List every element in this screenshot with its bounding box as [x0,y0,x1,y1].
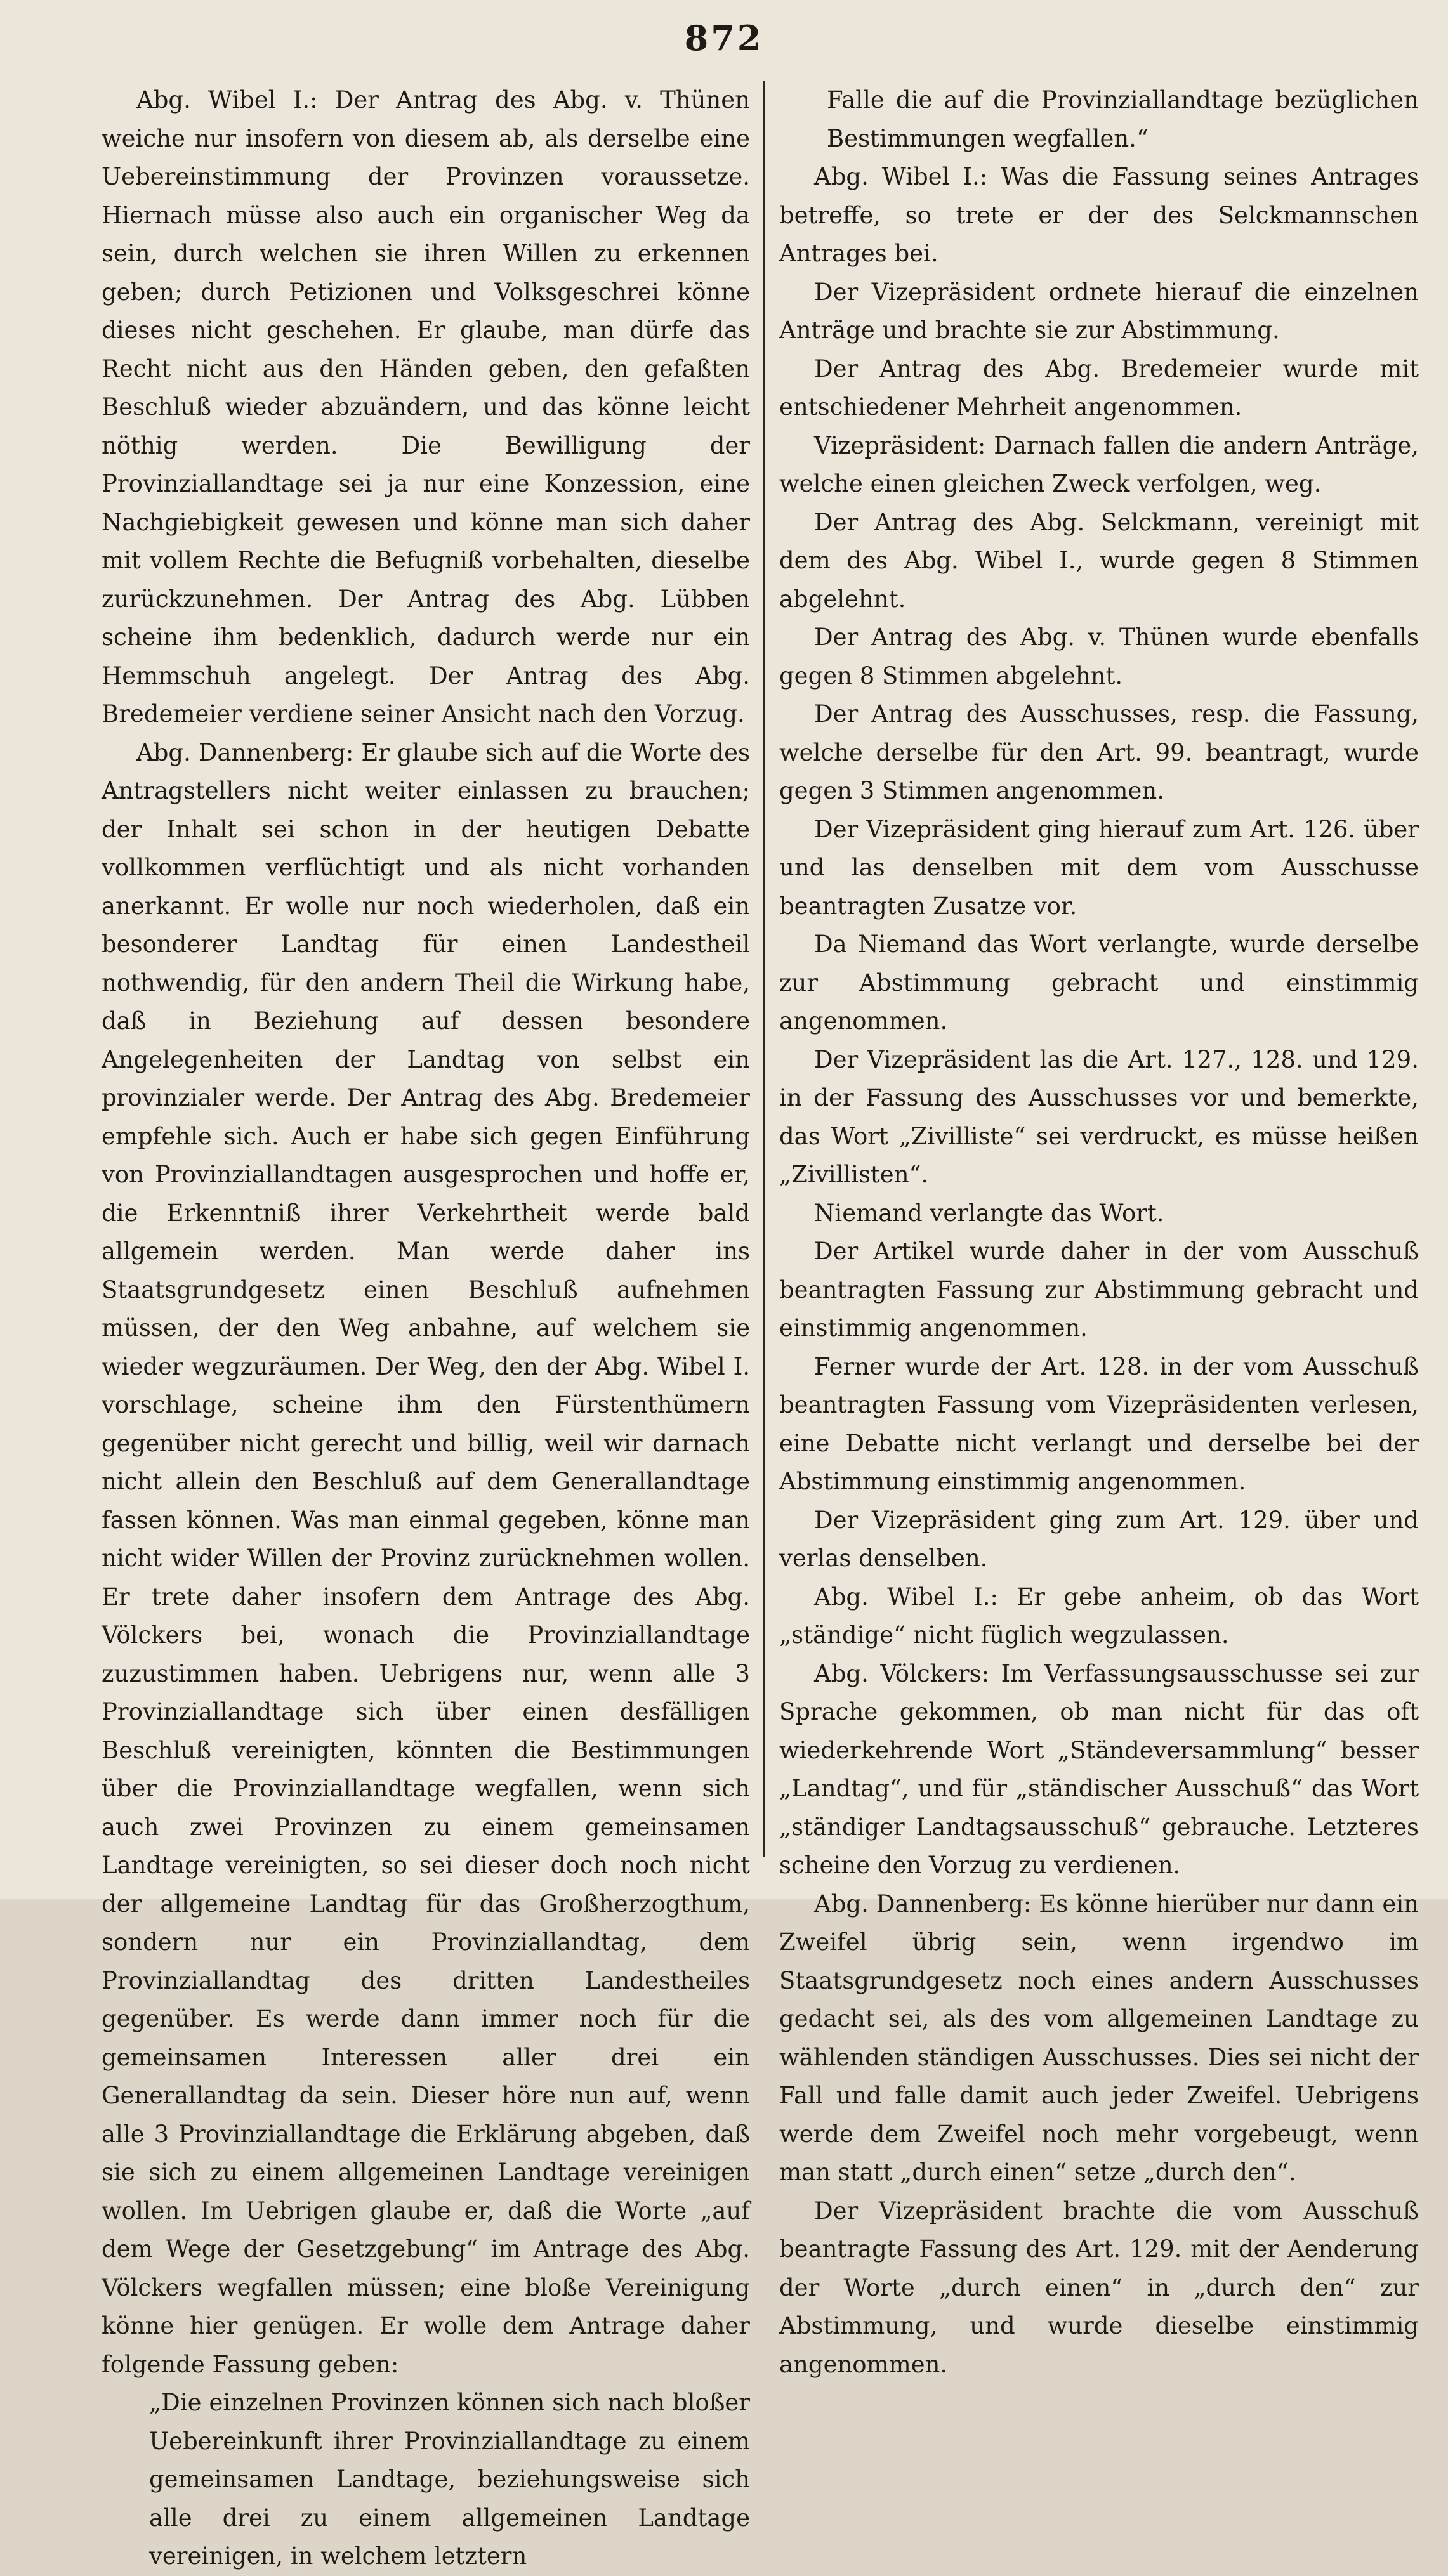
paragraph: Der Artikel wurde daher in der vom Ausschuß beantragten Fassung zur Abstimmung gebracht und einstimmig angenommen. [779,1238,1419,1342]
paragraph: Niemand verlangte das Wort. [814,1199,1164,1227]
paragraph-proposed-wording-quote: „Die einzelnen Provinzen können sich nach bloßer Uebereinkunft ihrer Provinziallandtage zu einem gemeinsamen Landtage, beziehungsweise sich alle drei zu einem allgemeinen Landtage vereinigen, in welchem letztern [149,2389,750,2570]
paragraph: Abg. Dannenberg: Es könne hierüber nur dann ein Zweifel übrig sein, wenn irgendwo im Staatsgrundgesetz noch eines andern Ausschusses gedacht sei, als des vom allgemeinen Landtage zu wählenden ständigen Ausschusses. Dies sei nicht der Fall und falle damit auch jeder Zweifel. Uebrigens werde dem Zweifel noch mehr vorgebeugt, wenn man statt „durch einen“ setze „durch den“. [779,1890,1419,2186]
paragraph: Der Antrag des Ausschusses, resp. die Fassung, welche derselbe für den Art. 99. beantragt, wurde gegen 3 Stimmen angenommen. [779,700,1419,804]
paragraph: Da Niemand das Wort verlangte, wurde derselbe zur Abstimmung gebracht und einstimmig angenommen. [779,931,1419,1035]
paragraph-wibel-statement: Abg. Wibel I.: Der Antrag des Abg. v. Thünen weiche nur insofern von diesem ab, als derselbe eine Uebereinstimmung der Provinzen voraussetze. Hiernach müsse also auch ein organischer Weg da sein, durch welchen sie ihren Willen zu erkennen geben; durch Petizionen und Volksgeschrei könne dieses nicht geschehen. Er glaube, man dürfe das Recht nicht aus den Händen geben, den gefaßten Beschluß wieder abzuändern, und das könne leicht nöthig werden. Die Bewilligung der Provinziallandtage sei ja nur eine Konzession, eine Nachgiebigkeit gewesen und könne man sich daher mit vollem Rechte die Befugniß vorbehalten, dieselbe zurückzunehmen. Der Antrag des Abg. Lübben scheine ihm bedenklich, dadurch werde nur ein Hemmschuh angelegt. Der Antrag des Abg. Bredemeier verdiene seiner Ansicht nach den Vorzug. [102,86,750,728]
paragraph: Der Antrag des Abg. v. Thünen wurde ebenfalls gegen 8 Stimmen abgelehnt. [779,624,1419,690]
paragraph: Abg. Wibel I.: Was die Fassung seines Antrages betreffe, so trete er der des Selckmannschen Antrages bei. [779,163,1419,267]
paragraph: Der Vizepräsident ordnete hierauf die einzelnen Anträge und brachte sie zur Abstimmung. [779,278,1419,344]
paragraph: Der Vizepräsident las die Art. 127., 128. und 129. in der Fassung des Ausschusses vor und bemerkte, das Wort „Zivilliste“ sei verdruckt, es müsse heißen „Zivillisten“. [779,1045,1419,1188]
paragraph: Der Vizepräsident ging zum Art. 129. über und verlas denselben. [779,1506,1419,1572]
paragraph: Abg. Völckers: Im Verfassungsausschusse sei zur Sprache gekommen, ob man nicht für das oft wiederkehrende Wort „Ständeversammlung“ besser „Landtag“, und für „ständischer Ausschuß“ das Wort „ständiger Landtagsausschuß“ gebrauche. Letzteres scheine den Vorzug zu verdienen. [779,1659,1419,1879]
paragraph: Der Antrag des Abg. Selckmann, vereinigt mit dem des Abg. Wibel I., wurde gegen 8 Stimmen abgelehnt. [779,508,1419,613]
paragraph: Der Antrag des Abg. Bredemeier wurde mit entschiedener Mehrheit angenommen. [779,355,1419,421]
paragraph: Vizepräsident: Darnach fallen die andern Anträge, welche einen gleichen Zweck verfolgen, weg. [779,431,1419,497]
column-divider [763,81,765,1857]
left-column [102,81,750,2576]
paragraph: Ferner wurde der Art. 128. in der vom Ausschuß beantragten Fassung vom Vizepräsidenten verlesen, eine Debatte nicht verlangt und derselbe bei der Abstimmung einstimmig angenommen. [779,1352,1419,1495]
paragraph: Der Vizepräsident brachte die vom Ausschuß beantragte Fassung des Art. 129. mit der Aenderung der Worte „durch einen“ in „durch den“ zur Abstimmung, und wurde dieselbe einstimmig angenommen. [779,2197,1419,2378]
paragraph: Abg. Wibel I.: Er gebe anheim, ob das Wort „ständige“ nicht füglich wegzulassen. [779,1583,1419,1649]
right-column [779,81,1419,2384]
page-number: 872 [684,18,764,58]
paragraph-dannenberg-statement: Abg. Dannenberg: Er glaube sich auf die Worte des Antragstellers nicht weiter einlassen zu brauchen; der Inhalt sei schon in der heutigen Debatte vollkommen verflüchtigt und als nicht vorhanden anerkannt. Er wolle nur noch wiederholen, daß ein besonderer Landtag für einen Landestheil nothwendig, für den andern Theil die Wirkung habe, daß in Beziehung auf dessen besondere Angelegenheiten der Landtag von selbst ein provinzialer werde. Der Antrag des Abg. Bredemeier empfehle sich. Auch er habe sich gegen Einführung von Provinziallandtagen ausgesprochen und hoffe er, die Erkenntniß ihrer Verkehrtheit werde bald allgemein werden. Man werde daher ins Staatsgrundgesetz einen Beschluß aufnehmen müssen, der den Weg anbahne, auf welchem sie wieder wegzuräumen. Der Weg, den der Abg. Wibel I. vorschlage, scheine ihm den Fürstenthümern gegenüber nicht gerecht und billig, weil wir darnach nicht allein den Beschluß auf dem Generallandtage fassen können. Was man einmal gegeben, könne man nicht wider Willen der Provinz zurücknehmen wollen. Er trete daher insofern dem Antrage des Abg. Völckers bei, wonach die Provinziallandtage zuzustimmen haben. Uebrigens nur, wenn alle 3 Provinziallandtage sich über einen desfälligen Beschluß vereinigten, könnten die Bestimmungen über die Provinziallandtage wegfallen, wenn sich auch zwei Provinzen zu einem gemeinsamen Landtage vereinigten, so sei dieser doch noch nicht der allgemeine Landtag für das Großherzogthum, sondern nur ein Provinziallandtag, dem Provinziallandtag des dritten Landestheiles gegenüber. Es werde dann immer noch für die gemeinsamen Interessen aller drei ein Generallandtag da sein. Dieser höre nun auf, wenn alle 3 Provinziallandtage die Erklärung abgeben, daß sie sich zu einem allgemeinen Landtage vereinigen wollen. Im Uebrigen glaube er, daß die Worte „auf dem Wege der Gesetzgebung“ im Antrage des Abg. Völckers wegfallen müssen; eine bloße Vereinigung könne hier genügen. Er wolle dem Antrage daher folgende Fassung geben: [102,738,750,2378]
paragraph-quote-continuation: Falle die auf die Provinziallandtage bezüglichen Bestimmungen wegfallen.“ [827,86,1419,152]
paragraph: Der Vizepräsident ging hierauf zum Art. 126. über und las denselben mit dem vom Ausschusse beantragten Zusatze vor. [779,815,1419,920]
